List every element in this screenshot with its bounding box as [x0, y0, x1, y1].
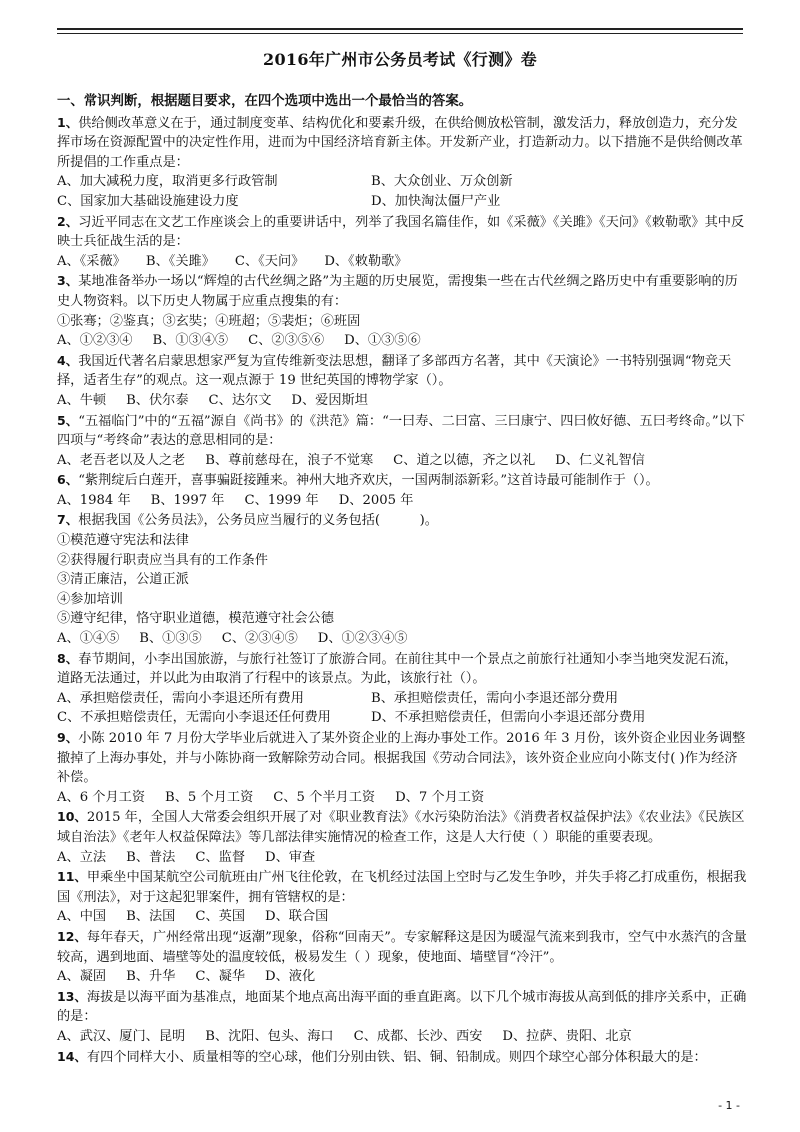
answer-option: A、武汉、厦门、昆明	[57, 1028, 186, 1044]
answer-option: D、2005 年	[338, 492, 414, 508]
question-number: 13、	[57, 988, 87, 1004]
answer-option: B、伏尔泰	[126, 392, 189, 408]
options-row	[57, 491, 749, 511]
question-stem	[57, 212, 749, 252]
question-stem	[57, 1047, 749, 1068]
answer-option: C、1999 年	[244, 492, 319, 508]
question-text: 某地准备举办一场以“辉煌的古代丝绸之路”为主题的历史展览，需搜集一些在古代丝绸之路历史中有重要影响的历史人物资料。以下历史人物属于应重点搜集的有：	[57, 274, 738, 309]
question-number: 7、	[57, 512, 79, 528]
question-stem	[57, 807, 749, 847]
answer-option: B、①③⑤	[139, 631, 202, 647]
answer-option: D、爱因斯坦	[291, 392, 368, 408]
question-stem	[57, 113, 749, 173]
question-14	[57, 1047, 749, 1068]
answer-option: A、立法	[57, 849, 107, 865]
question-list	[57, 113, 749, 1068]
answer-option: B、大众创业、万众创新	[371, 174, 513, 190]
answer-option: A、老吾老以及人之老	[57, 452, 186, 468]
question-stem	[57, 351, 749, 391]
answer-option: C、②③⑤⑥	[248, 333, 325, 349]
question-stem	[57, 411, 749, 451]
options-row	[57, 689, 749, 709]
document-body	[57, 92, 749, 1067]
question-stem	[57, 649, 749, 689]
answer-option: C、道之以德，齐之以礼	[393, 452, 536, 468]
answer-option: D、加快淘汰僵尸产业	[371, 193, 501, 209]
answer-option: A、凝固	[57, 969, 107, 985]
answer-option: A、中国	[57, 909, 107, 925]
question-number: 9、	[57, 730, 79, 745]
answer-option: C、监督	[195, 849, 246, 865]
answer-option: B、《关雎》	[145, 253, 215, 269]
answer-option: A、《采薇》	[57, 253, 126, 269]
answer-option: C、英国	[195, 909, 246, 925]
answer-option: C、成都、长沙、西安	[353, 1028, 483, 1044]
answer-option: A、承担赔偿责任，需向小李退还所有费用	[57, 690, 304, 706]
question-statement: ①模范遵守宪法和法律	[57, 533, 189, 549]
page-title: 2016年广州市公务员考试《行测》卷	[263, 50, 537, 69]
answer-option: C、不承担赔偿责任，无需向小李退还任何费用	[57, 710, 331, 726]
question-number: 10、	[57, 809, 87, 825]
answer-option: B、沈阳、包头、海口	[205, 1028, 334, 1044]
question-text: 海拔是以海平面为基准点，地面某个地点高出海平面的垂直距离。以下几个城市海拔从高到低的排序关系中，正确的是：	[57, 989, 747, 1025]
answer-option: C、凝华	[195, 969, 246, 985]
question-text: 根据我国《公务员法》，公务员应当履行的义务包括( )。	[78, 513, 438, 529]
question-text: 有四个同样大小、质量相等的空心球，他们分别由铁、铝、铜、铅制成。则四个球空心部分体积最大的是：	[86, 1049, 707, 1065]
question-number: 6、	[57, 472, 79, 488]
answer-option: C、达尔文	[208, 392, 272, 408]
answer-option: A、牛顿	[57, 392, 107, 408]
answer-option: D、液化	[265, 969, 316, 985]
question-6	[57, 470, 749, 510]
answer-option: D、《敕勒歌》	[324, 253, 408, 269]
question-13	[57, 987, 749, 1047]
question-stem	[57, 271, 749, 311]
question-stem	[57, 510, 749, 531]
options-row	[57, 172, 749, 192]
question-number: 2、	[57, 213, 79, 229]
question-text: 2015 年，全国人大常委会组织开展了对《职业教育法》《水污染防治法》《消费者权益保护法》《农业法》《民族区域自治法》《老年人权益保障法》等几部法律实施情况的检查工作，这是人大行使（ ）职能的重要表现。	[57, 810, 745, 845]
answer-option: A、加大减税力度，取消更多行政管制	[57, 174, 278, 190]
question-9	[57, 728, 749, 807]
question-3	[57, 271, 749, 350]
question-stem	[57, 987, 749, 1027]
question-text: 我国近代著名启蒙思想家严复为宣传维新变法思想，翻译了多部西方名著，其中《天演论》一书特别强调“物竞天择，适者生存”的观点。这一观点源于 19 世纪英国的博物学家（）。	[57, 353, 732, 389]
answer-option: D、不承担赔偿责任，但需向小李退还部分费用	[371, 710, 646, 726]
question-number: 4、	[57, 352, 79, 368]
answer-option: B、①③④⑤	[152, 333, 229, 349]
options-row	[57, 629, 749, 649]
question-number: 3、	[57, 273, 79, 289]
question-text: 习近平同志在文艺工作座谈会上的重要讲话中，列举了我国名篇佳作，如《采薇》《关雎》《天问》《敕勒歌》其中反映士兵征战生活的是：	[57, 214, 745, 250]
options-row	[57, 252, 749, 272]
question-5	[57, 411, 749, 471]
question-2	[57, 212, 749, 272]
answer-option: A、①④⑤	[57, 631, 120, 647]
question-text: 甲乘坐中国某航空公司航班由广州飞往伦敦，在飞机经过法国上空时与乙发生争吵，并失手将乙打成重伤，根据我国《刑法》，对于这起犯罪案件，拥有管辖权的是：	[57, 870, 747, 905]
question-4	[57, 351, 749, 411]
options-row	[57, 451, 749, 471]
answer-option: D、审查	[265, 849, 316, 865]
answer-option: C、国家加大基础设施建设力度	[57, 193, 239, 209]
answer-option: D、7 个月工资	[395, 789, 485, 805]
options-row	[57, 391, 749, 411]
question-text: “五福临门”中的“五福”源自《尚书》的《洪范》篇：“一曰寿、二曰富、三曰康宁、四曰攸好德、五曰考终命。”以下四项与“考终命”表达的意思相同的是：	[57, 413, 746, 449]
answer-option: B、法国	[126, 909, 176, 925]
question-number: 1、	[57, 114, 79, 130]
options-row	[57, 192, 749, 212]
answer-option: C、《天问》	[234, 253, 305, 269]
question-statement: ④参加培训	[57, 591, 123, 607]
answer-option: A、1984 年	[57, 492, 131, 508]
options-row	[57, 331, 749, 351]
question-statement: ①张骞；②鉴真；③玄奘；④班超；⑤裴炬；⑥班固	[57, 313, 361, 329]
question-number: 5、	[57, 412, 79, 428]
answer-option: D、①③⑤⑥	[344, 333, 421, 349]
options-row	[57, 907, 749, 927]
question-number: 12、	[57, 928, 87, 944]
question-stem	[57, 927, 749, 967]
answer-option: D、①②③④⑤	[317, 631, 408, 647]
options-row	[57, 848, 749, 868]
options-row	[57, 708, 749, 728]
answer-option: B、1997 年	[150, 492, 225, 508]
options-row	[57, 1027, 749, 1047]
answer-option: B、升华	[126, 969, 176, 985]
answer-option: C、5 个半月工资	[273, 789, 376, 805]
question-text: 供给侧改革意义在于，通过制度变革、结构优化和要素升级，在供给侧放松管制，激发活力，释放创造力，充分发挥市场在资源配置中的决定性作用，进而为中国经济培育新主体。开发新产业，打造新动力。以下措施不是供给侧改革所提倡的工作重点是：	[57, 115, 743, 170]
question-statement: ⑤遵守纪律，恪守职业道德，模范遵守社会公德	[57, 611, 334, 627]
question-text: 小陈 2010 年 7 月份大学毕业后就进入了某外资企业的上海办事处工作。2016 年 3 月份，该外资企业因业务调整撤掉了上海办事处，并与小陈协商一致解除劳动合同。根据我国《劳动合同法》，该外资企业应向小陈支付( )作为经济补偿。	[57, 731, 746, 786]
question-text: “紫荆绽后白莲开，喜事骗跹接踵来。神州大地齐欢庆，一国两制添新彩。”这首诗最可能制作于（）。	[78, 473, 659, 489]
answer-option: B、尊前慈母在，浪子不觉寒	[205, 452, 374, 468]
question-stem	[57, 728, 749, 788]
question-12	[57, 927, 749, 987]
answer-option: B、承担赔偿责任，需向小李退还部分费用	[371, 690, 619, 706]
question-stem	[57, 867, 749, 907]
header-rule-thick	[57, 28, 743, 30]
answer-option: D、拉萨、贵阳、北京	[502, 1028, 632, 1044]
question-11	[57, 867, 749, 927]
options-row	[57, 967, 749, 987]
answer-option: C、②③④⑤	[221, 631, 298, 647]
question-statement: ③清正廉洁，公道正派	[57, 572, 189, 588]
question-number: 14、	[57, 1048, 87, 1064]
question-number: 11、	[57, 869, 87, 885]
header-rule-thin	[57, 33, 743, 34]
answer-option: D、联合国	[265, 909, 329, 925]
answer-option: B、5 个月工资	[165, 789, 254, 805]
question-statement: ②获得履行职责应当具有的工作条件	[57, 552, 268, 568]
question-7	[57, 510, 749, 648]
question-1	[57, 113, 749, 212]
answer-option: A、6 个月工资	[57, 789, 146, 805]
question-8	[57, 649, 749, 728]
answer-option: A、①②③④	[57, 333, 133, 349]
question-number: 8、	[57, 650, 79, 666]
page-number: - 1 -	[718, 1099, 740, 1112]
options-row	[57, 788, 749, 808]
question-stem	[57, 470, 749, 491]
answer-option: D、仁义礼智信	[555, 452, 645, 468]
section-heading: 一、常识判断，根据题目要求，在四个选项中选出一个最恰当的答案。	[57, 93, 473, 109]
question-10	[57, 807, 749, 867]
answer-option: B、普法	[126, 849, 176, 865]
question-text: 每年春天，广州经常出现“返潮”现象，俗称“回南天”。专家解释这是因为暖湿气流来到我市，空气中水蒸汽的含量较高，遇到地面、墙壁等处的温度较低，极易发生（ ）现象，使地面、墙壁冒“冷汗”。	[57, 929, 747, 965]
question-text: 春节期间，小李出国旅游，与旅行社签订了旅游合同。在前往其中一个景点之前旅行社通知小李当地突发泥石流，道路无法通过，并以此为由取消了行程中的该景点。为此，该旅行社（）。	[57, 651, 738, 687]
